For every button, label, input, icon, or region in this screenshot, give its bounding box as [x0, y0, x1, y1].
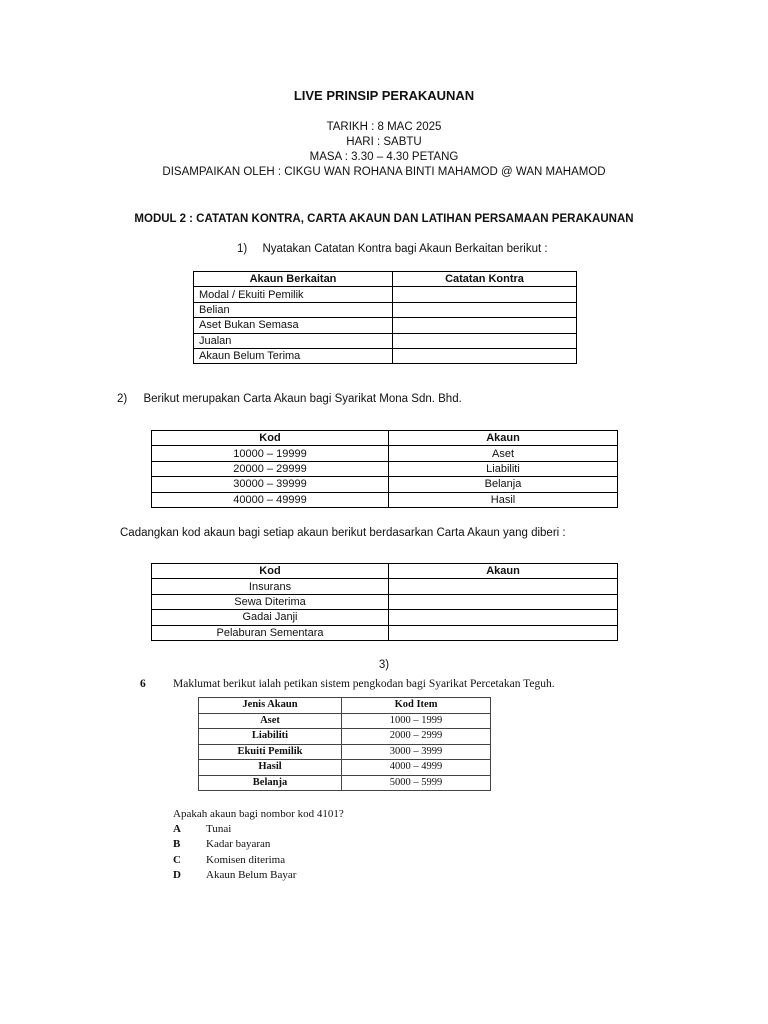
table-row [152, 446, 618, 461]
contra-header-akaun: Akaun Berkaitan [194, 272, 393, 287]
question-2-text: Berikut merupakan Carta Akaun bagi Syarikat Mona Sdn. Bhd. [143, 393, 462, 405]
table-row [194, 287, 577, 302]
coding-type-cell: Liabiliti [199, 729, 342, 745]
suggest-item-cell: Gadai Janji [152, 610, 389, 625]
table-row [152, 610, 618, 625]
option-c[interactable] [173, 854, 285, 866]
question-3-item [140, 678, 555, 690]
table-row [152, 579, 618, 594]
item-text: Maklumat berikut ialah petikan sistem pengkodan bagi Syarikat Percetakan Teguh. [173, 678, 555, 690]
table-row [199, 775, 491, 791]
question-1-text: Nyatakan Catatan Kontra bagi Akaun Berkaitan berikut : [262, 243, 548, 255]
suggest-answer-cell[interactable] [389, 594, 618, 609]
suggest-answer-cell[interactable] [389, 610, 618, 625]
question-2-number: 2) [117, 393, 128, 405]
contra-account-cell: Belian [194, 302, 393, 317]
table-row [194, 348, 577, 363]
option-letter: D [173, 869, 181, 881]
table-row [199, 744, 491, 760]
coa-header-akaun: Akaun [389, 431, 618, 446]
contra-answer-cell[interactable] [393, 333, 577, 348]
coa-code-cell: 30000 – 39999 [152, 477, 389, 492]
coding-header-jenis: Jenis Akaun [199, 698, 342, 714]
question-1 [237, 243, 548, 255]
option-letter: A [173, 823, 181, 835]
option-text: Kadar bayaran [206, 838, 271, 850]
coa-code-cell: 20000 – 29999 [152, 461, 389, 476]
option-letter: C [173, 854, 181, 866]
coding-system-table [198, 697, 491, 791]
option-b[interactable] [173, 838, 270, 850]
coding-type-cell: Ekuiti Pemilik [199, 744, 342, 760]
contra-answer-cell[interactable] [393, 348, 577, 363]
time-line: MASA : 3.30 – 4.30 PETANG [309, 151, 459, 163]
table-row [152, 594, 618, 609]
suggest-answer-cell[interactable] [389, 625, 618, 640]
question-2-instruction: Cadangkan kod akaun bagi setiap akaun berikut berdasarkan Carta Akaun yang diberi : [120, 527, 566, 539]
coding-code-cell: 4000 – 4999 [342, 760, 491, 776]
table-row [152, 461, 618, 476]
contra-answer-cell[interactable] [393, 287, 577, 302]
question-1-number: 1) [237, 243, 248, 255]
table-row [199, 760, 491, 776]
contra-table [193, 271, 577, 364]
table-row [199, 729, 491, 745]
coding-code-cell: 5000 – 5999 [342, 775, 491, 791]
option-text: Akaun Belum Bayar [206, 869, 297, 881]
contra-account-cell: Modal / Ekuiti Pemilik [194, 287, 393, 302]
coa-code-cell: 40000 – 49999 [152, 492, 389, 507]
option-text: Komisen diterima [206, 854, 286, 866]
coa-header-kod: Kod [152, 431, 389, 446]
coding-type-cell: Hasil [199, 760, 342, 776]
coa-account-cell: Liabiliti [389, 461, 618, 476]
suggest-code-table [151, 563, 618, 641]
coding-code-cell: 2000 – 2999 [342, 729, 491, 745]
item-number: 6 [140, 678, 146, 690]
chart-of-accounts-table [151, 430, 618, 508]
module-title: MODUL 2 : CATATAN KONTRA, CARTA AKAUN DAN LATIHAN PERSAMAAN PERAKAUNAN [134, 213, 634, 225]
suggest-header-kod: Kod [152, 564, 389, 579]
suggest-item-cell: Insurans [152, 579, 389, 594]
table-row [199, 713, 491, 729]
question-3-prompt: Apakah akaun bagi nombor kod 4101? [173, 808, 344, 820]
table-row [194, 302, 577, 317]
contra-answer-cell[interactable] [393, 302, 577, 317]
table-row [152, 477, 618, 492]
contra-account-cell: Jualan [194, 333, 393, 348]
coding-header-kod: Kod Item [342, 698, 491, 714]
coding-type-cell: Aset [199, 713, 342, 729]
contra-header-catatan: Catatan Kontra [393, 272, 577, 287]
coa-account-cell: Belanja [389, 477, 618, 492]
option-a[interactable] [173, 823, 231, 835]
suggest-header-akaun: Akaun [389, 564, 618, 579]
suggest-item-cell: Sewa Diterima [152, 594, 389, 609]
option-letter: B [173, 838, 181, 850]
contra-account-cell: Aset Bukan Semasa [194, 318, 393, 333]
coding-code-cell: 1000 – 1999 [342, 713, 491, 729]
coding-code-cell: 3000 – 3999 [342, 744, 491, 760]
date-line: TARIKH : 8 MAC 2025 [326, 121, 442, 133]
coa-code-cell: 10000 – 19999 [152, 446, 389, 461]
contra-answer-cell[interactable] [393, 318, 577, 333]
option-d[interactable] [173, 869, 296, 881]
question-2 [117, 393, 462, 405]
presenter-line: DISAMPAIKAN OLEH : CIKGU WAN ROHANA BINTI MAHAMOD @ WAN MAHAMOD [162, 166, 606, 178]
coding-type-cell: Belanja [199, 775, 342, 791]
suggest-item-cell: Pelaburan Sementara [152, 625, 389, 640]
suggest-answer-cell[interactable] [389, 579, 618, 594]
question-3-number: 3) [378, 659, 390, 671]
page-title: LIVE PRINSIP PERAKAUNAN [293, 88, 475, 103]
table-row [194, 318, 577, 333]
option-text: Tunai [206, 823, 232, 835]
coa-account-cell: Hasil [389, 492, 618, 507]
table-row [152, 492, 618, 507]
table-row [194, 333, 577, 348]
contra-account-cell: Akaun Belum Terima [194, 348, 393, 363]
day-line: HARI : SABTU [346, 136, 422, 148]
coa-account-cell: Aset [389, 446, 618, 461]
table-row [152, 625, 618, 640]
